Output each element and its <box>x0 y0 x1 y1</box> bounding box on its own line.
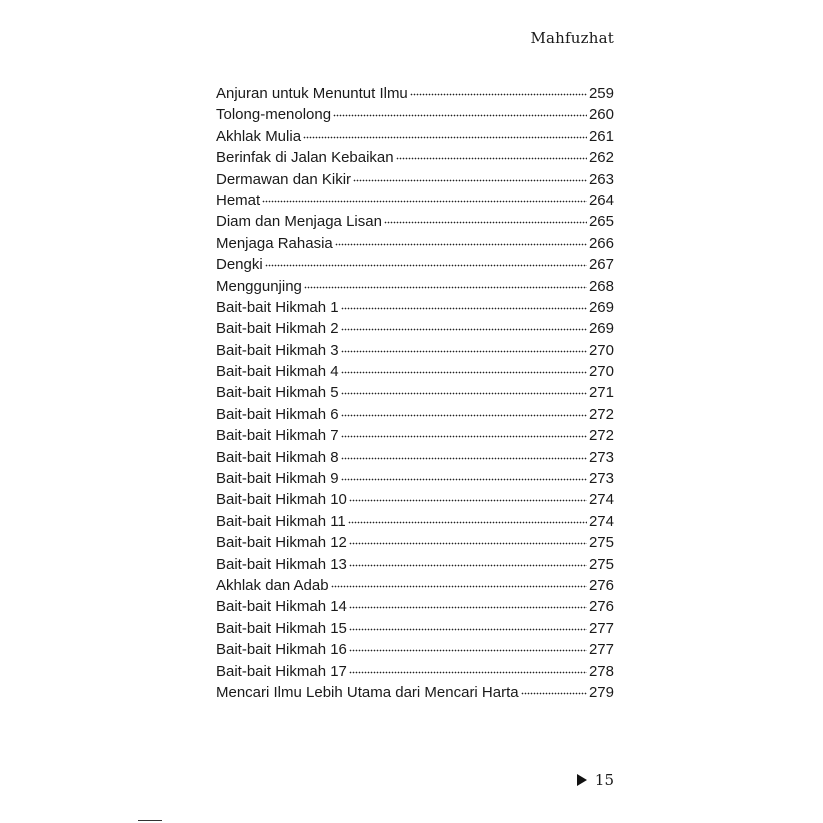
toc-entry <box>216 596 614 617</box>
toc-entry-title: Bait-bait Hikmah 13 <box>216 555 347 573</box>
toc-entry-page: 277 <box>588 619 614 637</box>
dot-leader <box>265 258 587 272</box>
page-footer <box>577 771 614 789</box>
toc-entry-page: 259 <box>588 85 614 102</box>
toc-entry <box>216 554 614 575</box>
toc-entry-title: Bait-bait Hikmah 2 <box>216 320 339 338</box>
toc-entry <box>216 297 614 318</box>
toc-entry-title: Bait-bait Hikmah 8 <box>216 448 339 466</box>
toc-entry <box>216 661 614 682</box>
toc-entry-page: 265 <box>588 213 614 231</box>
dot-leader <box>303 130 587 144</box>
toc-entry-page: 262 <box>588 149 614 167</box>
toc-entry <box>216 618 614 639</box>
toc-entry-title: Berinfak di Jalan Kebaikan <box>216 149 394 167</box>
dot-leader <box>396 151 587 165</box>
toc-entry-title: Dengki <box>216 256 263 274</box>
dot-leader <box>341 429 587 443</box>
toc-entry <box>216 126 614 147</box>
toc-entry-title: Akhlak Mulia <box>216 127 302 145</box>
toc-entry <box>216 104 614 125</box>
toc-entry-page: 278 <box>588 662 614 680</box>
toc-entry-title: Hemat <box>216 191 261 209</box>
toc-entry-title: Bait-bait Hikmah 5 <box>216 384 339 402</box>
toc-entry-title: Bait-bait Hikmah 4 <box>216 363 339 381</box>
toc-entry <box>216 425 614 446</box>
toc-entry-page: 275 <box>588 534 614 552</box>
toc-entry-title: Mencari Ilmu Lebih Utama dari Mencari Harta <box>216 683 519 701</box>
toc-entry <box>216 639 614 660</box>
toc-entry <box>216 511 614 532</box>
toc-entry-title: Bait-bait Hikmah 15 <box>216 619 347 637</box>
toc-entry <box>216 682 614 703</box>
toc-entry-title: Dermawan dan Kikir <box>216 170 352 188</box>
toc-entry-page: 273 <box>588 470 614 488</box>
dot-leader <box>304 280 587 294</box>
toc-entry-title: Tolong-menolong <box>216 106 332 124</box>
dot-leader <box>349 493 587 507</box>
toc-entry <box>216 468 614 489</box>
toc-entry-title: Bait-bait Hikmah 14 <box>216 598 347 616</box>
toc-entry-title: Menjaga Rahasia <box>216 234 333 252</box>
dot-leader <box>349 558 587 572</box>
toc-entry <box>216 575 614 596</box>
toc-entry <box>216 169 614 190</box>
toc-entry-page: 270 <box>588 363 614 381</box>
toc-entry-page: 264 <box>588 191 614 209</box>
crop-mark <box>138 820 162 821</box>
toc-entry <box>216 254 614 275</box>
toc-entry-page: 260 <box>588 106 614 124</box>
dot-leader <box>341 344 587 358</box>
dot-leader <box>341 408 587 422</box>
toc-entry-title: Bait-bait Hikmah 6 <box>216 405 339 423</box>
toc-entry-page: 268 <box>588 277 614 295</box>
dot-leader <box>410 87 587 101</box>
running-title: Mahfuzhat <box>530 29 614 47</box>
toc-entry-title: Bait-bait Hikmah 1 <box>216 298 339 316</box>
toc-entry-page: 275 <box>588 555 614 573</box>
toc-entry <box>216 318 614 339</box>
toc-entry-page: 272 <box>588 427 614 445</box>
toc-entry-title: Diam dan Menjaga Lisan <box>216 213 382 231</box>
toc-entry-page: 272 <box>588 405 614 423</box>
toc-entry <box>216 404 614 425</box>
toc-entry <box>216 211 614 232</box>
dot-leader <box>333 108 587 122</box>
toc-entry-title: Bait-bait Hikmah 7 <box>216 427 339 445</box>
toc-entry-title: Menggunjing <box>216 277 302 295</box>
toc-entry-page: 269 <box>588 298 614 316</box>
dot-leader <box>341 472 587 486</box>
toc-entry-title: Anjuran untuk Menuntut Ilmu <box>216 85 408 102</box>
toc-entry <box>216 147 614 168</box>
toc-entry <box>216 233 614 254</box>
toc-entry-page: 267 <box>588 256 614 274</box>
dot-leader <box>349 600 587 614</box>
toc-entry <box>216 276 614 297</box>
dot-leader <box>341 386 587 400</box>
toc-entry-title: Bait-bait Hikmah 9 <box>216 470 339 488</box>
toc-entry-title: Bait-bait Hikmah 10 <box>216 491 347 509</box>
toc-entry-page: 266 <box>588 234 614 252</box>
dot-leader <box>331 579 587 593</box>
dot-leader <box>521 686 587 700</box>
toc-entry <box>216 447 614 468</box>
toc-entry <box>216 382 614 403</box>
toc-entry-title: Bait-bait Hikmah 17 <box>216 662 347 680</box>
toc-entry-page: 263 <box>588 170 614 188</box>
dot-leader <box>341 365 587 379</box>
toc-entry <box>216 532 614 553</box>
table-of-contents <box>216 83 614 703</box>
dot-leader <box>349 643 587 657</box>
toc-entry-page: 269 <box>588 320 614 338</box>
toc-entry <box>216 489 614 510</box>
toc-entry <box>216 83 614 104</box>
toc-entry-page: 276 <box>588 576 614 594</box>
toc-entry-page: 274 <box>588 512 614 530</box>
dot-leader <box>341 451 587 465</box>
toc-entry-page: 273 <box>588 448 614 466</box>
toc-entry-page: 276 <box>588 598 614 616</box>
toc-entry-page: 274 <box>588 491 614 509</box>
dot-leader <box>353 173 587 187</box>
dot-leader <box>349 622 587 636</box>
toc-entry-page: 270 <box>588 341 614 359</box>
toc-entry-title: Bait-bait Hikmah 11 <box>216 512 346 530</box>
toc-entry-page: 271 <box>588 384 614 402</box>
dot-leader <box>349 665 587 679</box>
toc-entry-title: Bait-bait Hikmah 12 <box>216 534 347 552</box>
play-icon <box>577 774 587 786</box>
toc-entry-page: 279 <box>588 683 614 701</box>
dot-leader <box>384 215 587 229</box>
dot-leader <box>335 237 587 251</box>
dot-leader <box>341 322 587 336</box>
dot-leader <box>341 301 587 315</box>
toc-entry <box>216 340 614 361</box>
toc-entry-title: Bait-bait Hikmah 16 <box>216 641 347 659</box>
toc-entry-page: 277 <box>588 641 614 659</box>
dot-leader <box>348 515 587 529</box>
dot-leader <box>349 536 587 550</box>
toc-entry <box>216 361 614 382</box>
toc-entry-page: 261 <box>588 127 614 145</box>
toc-entry <box>216 190 614 211</box>
dot-leader <box>262 194 587 208</box>
toc-entry-title: Akhlak dan Adab <box>216 576 329 594</box>
toc-entry-title: Bait-bait Hikmah 3 <box>216 341 339 359</box>
page-number: 15 <box>594 771 614 789</box>
